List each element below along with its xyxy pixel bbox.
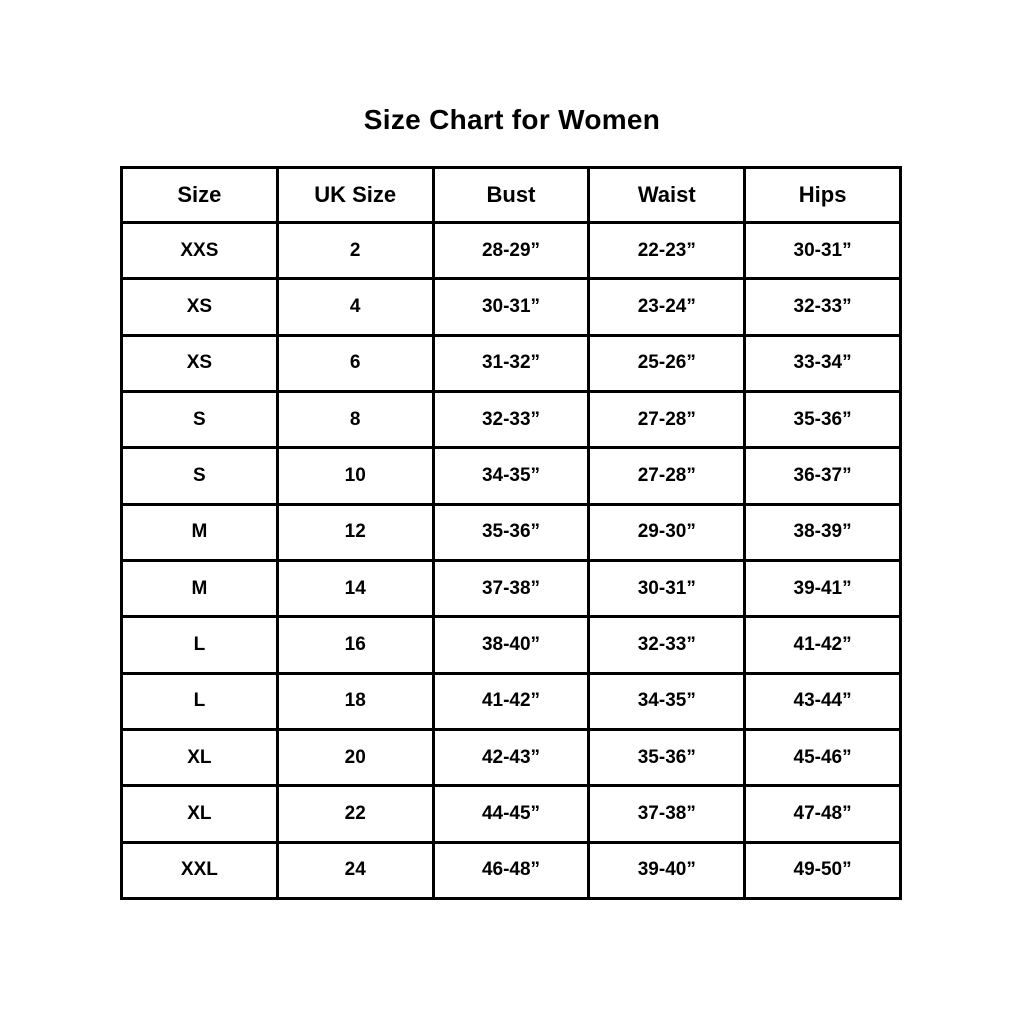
cell-size: XS: [122, 279, 278, 335]
cell-waist: 27-28”: [589, 391, 745, 447]
column-header-hips: Hips: [745, 168, 901, 223]
cell-uk-size: 12: [277, 504, 433, 560]
cell-size: M: [122, 504, 278, 560]
cell-bust: 31-32”: [433, 335, 589, 391]
cell-hips: 30-31”: [745, 223, 901, 279]
cell-hips: 47-48”: [745, 786, 901, 842]
table-row: [122, 617, 901, 673]
cell-bust: 38-40”: [433, 617, 589, 673]
cell-waist: 29-30”: [589, 504, 745, 560]
cell-bust: 44-45”: [433, 786, 589, 842]
cell-waist: 32-33”: [589, 617, 745, 673]
table-row: [122, 673, 901, 729]
cell-uk-size: 20: [277, 729, 433, 785]
table-header: [122, 168, 901, 223]
cell-uk-size: 24: [277, 842, 433, 898]
cell-uk-size: 6: [277, 335, 433, 391]
cell-waist: 25-26”: [589, 335, 745, 391]
cell-hips: 41-42”: [745, 617, 901, 673]
column-header-uk-size: UK Size: [277, 168, 433, 223]
cell-bust: 42-43”: [433, 729, 589, 785]
header-row: [122, 168, 901, 223]
cell-hips: 36-37”: [745, 448, 901, 504]
cell-bust: 32-33”: [433, 391, 589, 447]
cell-size: XS: [122, 335, 278, 391]
cell-size: XL: [122, 786, 278, 842]
cell-waist: 27-28”: [589, 448, 745, 504]
table-body: [122, 223, 901, 899]
cell-waist: 22-23”: [589, 223, 745, 279]
cell-bust: 28-29”: [433, 223, 589, 279]
cell-waist: 35-36”: [589, 729, 745, 785]
table-row: [122, 729, 901, 785]
cell-hips: 49-50”: [745, 842, 901, 898]
cell-waist: 23-24”: [589, 279, 745, 335]
table-row: [122, 391, 901, 447]
cell-waist: 37-38”: [589, 786, 745, 842]
cell-size: XXS: [122, 223, 278, 279]
cell-hips: 32-33”: [745, 279, 901, 335]
cell-waist: 30-31”: [589, 560, 745, 616]
cell-size: XXL: [122, 842, 278, 898]
cell-bust: 37-38”: [433, 560, 589, 616]
cell-hips: 43-44”: [745, 673, 901, 729]
cell-hips: 45-46”: [745, 729, 901, 785]
table-row: [122, 504, 901, 560]
column-header-size: Size: [122, 168, 278, 223]
cell-size: S: [122, 448, 278, 504]
table-row: [122, 560, 901, 616]
cell-uk-size: 2: [277, 223, 433, 279]
cell-uk-size: 8: [277, 391, 433, 447]
cell-size: XL: [122, 729, 278, 785]
table-row: [122, 786, 901, 842]
cell-waist: 39-40”: [589, 842, 745, 898]
cell-uk-size: 4: [277, 279, 433, 335]
cell-bust: 34-35”: [433, 448, 589, 504]
table-row: [122, 448, 901, 504]
table-row: [122, 223, 901, 279]
cell-size: L: [122, 673, 278, 729]
cell-hips: 38-39”: [745, 504, 901, 560]
column-header-bust: Bust: [433, 168, 589, 223]
table-row: [122, 279, 901, 335]
cell-bust: 35-36”: [433, 504, 589, 560]
cell-bust: 30-31”: [433, 279, 589, 335]
page-title: Size Chart for Women: [363, 104, 661, 135]
cell-uk-size: 14: [277, 560, 433, 616]
cell-uk-size: 18: [277, 673, 433, 729]
cell-size: S: [122, 391, 278, 447]
cell-uk-size: 16: [277, 617, 433, 673]
cell-size: L: [122, 617, 278, 673]
cell-hips: 39-41”: [745, 560, 901, 616]
cell-hips: 33-34”: [745, 335, 901, 391]
cell-size: M: [122, 560, 278, 616]
size-chart-table: [120, 166, 902, 900]
table-row: [122, 335, 901, 391]
column-header-waist: Waist: [589, 168, 745, 223]
cell-bust: 41-42”: [433, 673, 589, 729]
cell-bust: 46-48”: [433, 842, 589, 898]
cell-uk-size: 22: [277, 786, 433, 842]
cell-hips: 35-36”: [745, 391, 901, 447]
cell-waist: 34-35”: [589, 673, 745, 729]
table-row: [122, 842, 901, 898]
cell-uk-size: 10: [277, 448, 433, 504]
